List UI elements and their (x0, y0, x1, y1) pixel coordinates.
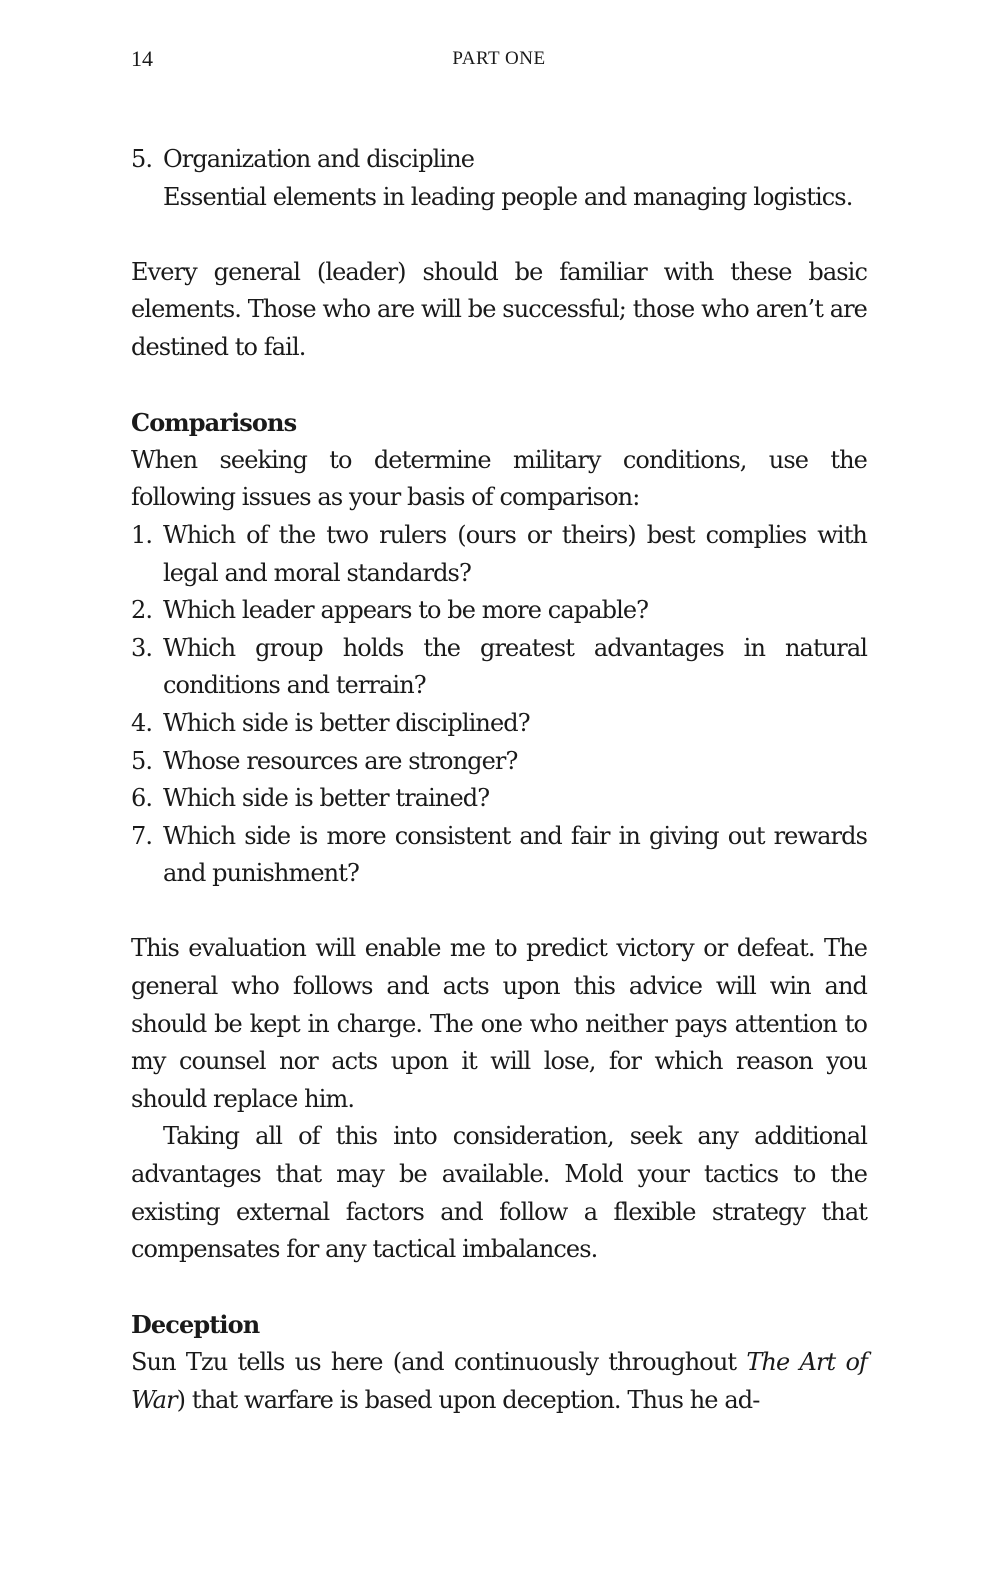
deception-text-end: ) that warfare is based upon deception. Thus he ad- (176, 1385, 760, 1414)
paragraph-elements: Every general (leader) should be familiar with these basic elements. Those who are will be successful; those who aren’t are destined to fail. (131, 257, 867, 361)
list-item-text: Which side is better trained? (163, 784, 490, 813)
book-title: The Art of War (131, 1348, 867, 1414)
list-item-description: Essential elements in leading people and managing logistics. (163, 182, 853, 211)
list-item (131, 705, 867, 743)
heading-deception: Deception (131, 1310, 260, 1340)
paragraph-deception (131, 1344, 867, 1419)
list-item-text: Which of the two rulers (ours or theirs) best complies with legal and moral standards? (163, 520, 867, 587)
list-number: 5. (131, 746, 153, 775)
list-item-organization (131, 141, 867, 216)
list-item (131, 743, 867, 781)
list-item (131, 630, 867, 705)
list-number: 5. (131, 145, 153, 173)
list-item (131, 780, 867, 818)
running-head (131, 46, 867, 76)
comparisons-intro: When seeking to determine military conditions, use the following issues as your basis of comparison: (131, 445, 867, 512)
comparisons-list (131, 517, 867, 893)
body-text (131, 141, 867, 1419)
list-number: 1. (131, 520, 153, 549)
list-number: 3. (131, 633, 153, 662)
list-item-text: Which side is better disciplined? (163, 708, 530, 737)
paragraph-evaluation: This evaluation will enable me to predict victory or defeat. The general who follows and acts upon this advice will win and should be kept in charge. The one who neither pays attention to my counsel nor acts upon it will lose, for which reason you should replace him. (131, 934, 867, 1113)
list-item-text: Which side is more consistent and fair in giving out rewards and punishment? (163, 821, 867, 888)
list-item (131, 592, 867, 630)
list-item-text: Whose resources are stronger? (163, 746, 518, 775)
page-number: 14 (131, 46, 153, 71)
list-item-title: Organization and discipline (163, 145, 475, 173)
list-number: 7. (131, 821, 153, 850)
list-item-text: Which leader appears to be more capable? (163, 596, 649, 625)
list-number: 4. (131, 708, 153, 737)
deception-text-start: Sun Tzu tells us here (and continuously throughout (131, 1348, 747, 1376)
list-number: 6. (131, 784, 153, 813)
list-item (131, 517, 867, 592)
list-number: 2. (131, 596, 153, 625)
section-title: PART ONE (452, 48, 546, 69)
paragraph-advantages: Taking all of this into consideration, seek any additional advantages that may be available. Mold your tactics to the existing external factors and follow a flexible strategy that compensates for any tactical imbalances. (131, 1122, 867, 1264)
list-item-text: Which group holds the greatest advantages in natural conditions and terrain? (163, 633, 867, 700)
list-item (131, 818, 867, 893)
heading-comparisons: Comparisons (131, 408, 297, 438)
